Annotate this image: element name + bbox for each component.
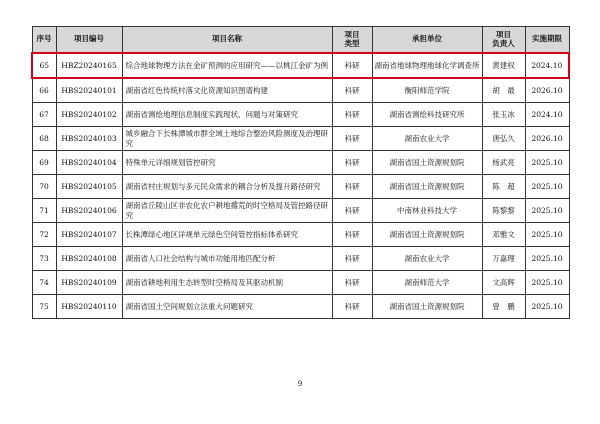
cell-type: 科研 [332, 53, 372, 78]
cell-code: HBS20240102 [56, 103, 122, 127]
page-number: 9 [297, 380, 303, 388]
cell-unit: 湖南省国土资源规划院 [372, 295, 482, 319]
cell-code: HBS20240103 [56, 127, 122, 151]
table-row [32, 151, 569, 175]
cell-type: 科研 [332, 127, 372, 151]
cell-type: 科研 [332, 199, 372, 223]
cell-leader: 邓雅文 [482, 223, 525, 247]
cell-type: 科研 [332, 151, 372, 175]
cell-period: 2025.10 [525, 175, 569, 199]
cell-leader: 杨武亮 [482, 151, 525, 175]
cell-unit: 湖南省地球物理地球化学调查所 [372, 53, 482, 78]
cell-type: 科研 [332, 247, 372, 271]
cell-seq: 75 [32, 295, 56, 319]
cell-leader: 张玉冰 [482, 103, 525, 127]
cell-period: 2024.10 [525, 53, 569, 78]
table-row [32, 175, 569, 199]
cell-seq: 68 [32, 127, 56, 151]
cell-name: 特殊单元详细规划管控研究 [122, 151, 332, 175]
cell-leader: 文高辉 [482, 271, 525, 295]
cell-unit: 湖南师范大学 [372, 271, 482, 295]
header-leader-line2: 负责人 [492, 38, 515, 48]
cell-type: 科研 [332, 103, 372, 127]
cell-name: 湖南省人口社会结构与城市功能用地匹配分析 [122, 247, 332, 271]
cell-leader: 万嘉理 [482, 247, 525, 271]
cell-unit: 中南林业科技大学 [372, 199, 482, 223]
header-leader-line1: 项目 [496, 30, 511, 39]
cell-name: 综合地球物理方法在金矿预测的应用研究——以桃江金矿为例 [122, 53, 332, 78]
table-row [32, 199, 569, 223]
cell-leader: 陈 超 [482, 175, 525, 199]
cell-code: HBS20240106 [56, 199, 122, 223]
header-period: 实施期限 [525, 27, 569, 54]
cell-leader: 黄建权 [482, 53, 525, 78]
header-type-line2: 类型 [344, 38, 360, 48]
cell-period: 2024.10 [525, 103, 569, 127]
project-table [31, 26, 570, 319]
cell-leader: 唐弘久 [482, 127, 525, 151]
cell-seq: 70 [32, 175, 56, 199]
cell-code: HBS20240109 [56, 271, 122, 295]
cell-type: 科研 [332, 175, 372, 199]
cell-type: 科研 [332, 271, 372, 295]
cell-code: HBS20240107 [56, 223, 122, 247]
cell-name: 湖南省丘陵山区非农化农户耕地撂荒的时空格局及管控路径研究 [122, 199, 332, 223]
table-row [32, 295, 569, 319]
cell-period: 2025.10 [525, 223, 569, 247]
cell-code: HBS20240105 [56, 175, 122, 199]
cell-unit: 湖南省国土资源规划院 [372, 175, 482, 199]
table-row [32, 127, 569, 151]
header-code: 项目编号 [56, 27, 122, 54]
header-type-line1: 项目 [344, 30, 360, 39]
cell-seq: 73 [32, 247, 56, 271]
header-leader [482, 27, 525, 54]
cell-seq: 65 [32, 53, 56, 78]
cell-code: HBS20240110 [56, 295, 122, 319]
cell-name: 湖南省村庄规划与多元民众需求的耦合分析及提升路径研究 [122, 175, 332, 199]
cell-type: 科研 [332, 295, 372, 319]
cell-code: HBZ20240165 [56, 53, 122, 78]
cell-period: 2026.10 [525, 78, 569, 103]
cell-period: 2025.10 [525, 247, 569, 271]
cell-period: 2025.10 [525, 295, 569, 319]
cell-name: 城乡融合下长株潭城市群全域土地综合整治风险测度及治理研究 [122, 127, 332, 151]
header-unit: 承担单位 [372, 27, 482, 54]
header-seq: 序号 [32, 27, 56, 54]
cell-period: 2026.10 [525, 127, 569, 151]
table-row [32, 53, 569, 78]
table-row [32, 271, 569, 295]
cell-seq: 67 [32, 103, 56, 127]
header-name: 项目名称 [122, 27, 332, 54]
cell-unit: 湖南农业大学 [372, 127, 482, 151]
cell-type: 科研 [332, 78, 372, 103]
cell-seq: 72 [32, 223, 56, 247]
header-type [332, 27, 372, 54]
table-row [32, 247, 569, 271]
cell-name: 湖南省国土空间规划立法重大问题研究 [122, 295, 332, 319]
cell-code: HBS20240108 [56, 247, 122, 271]
cell-code: HBS20240104 [56, 151, 122, 175]
table-body [32, 53, 569, 319]
table-row [32, 223, 569, 247]
cell-period: 2025.10 [525, 199, 569, 223]
cell-unit: 衡阳师范学院 [372, 78, 482, 103]
cell-leader: 胡 最 [482, 78, 525, 103]
cell-unit: 湖南省国土资源规划院 [372, 223, 482, 247]
cell-name: 湖南省红色传统村落文化资源知识图谱构建 [122, 78, 332, 103]
cell-leader: 曾 鹏 [482, 295, 525, 319]
cell-seq: 74 [32, 271, 56, 295]
cell-seq: 66 [32, 78, 56, 103]
cell-unit: 湖南农业大学 [372, 247, 482, 271]
cell-seq: 69 [32, 151, 56, 175]
table-row [32, 103, 569, 127]
cell-code: HBS20240101 [56, 78, 122, 103]
cell-name: 湖南省测绘地理信息制度实践现状、问题与对策研究 [122, 103, 332, 127]
table-header-row [32, 27, 569, 54]
cell-unit: 湖南省测绘科技研究所 [372, 103, 482, 127]
cell-period: 2025.10 [525, 271, 569, 295]
cell-name: 长株潭绿心地区详规单元绿色空间管控指标体系研究 [122, 223, 332, 247]
table-row [32, 78, 569, 103]
cell-seq: 71 [32, 199, 56, 223]
cell-leader: 陈黎黎 [482, 199, 525, 223]
cell-period: 2025.10 [525, 151, 569, 175]
cell-unit: 湖南省国土资源规划院 [372, 151, 482, 175]
cell-type: 科研 [332, 223, 372, 247]
cell-name: 湖南省耕地利用生态转型时空格局及其驱动机制 [122, 271, 332, 295]
